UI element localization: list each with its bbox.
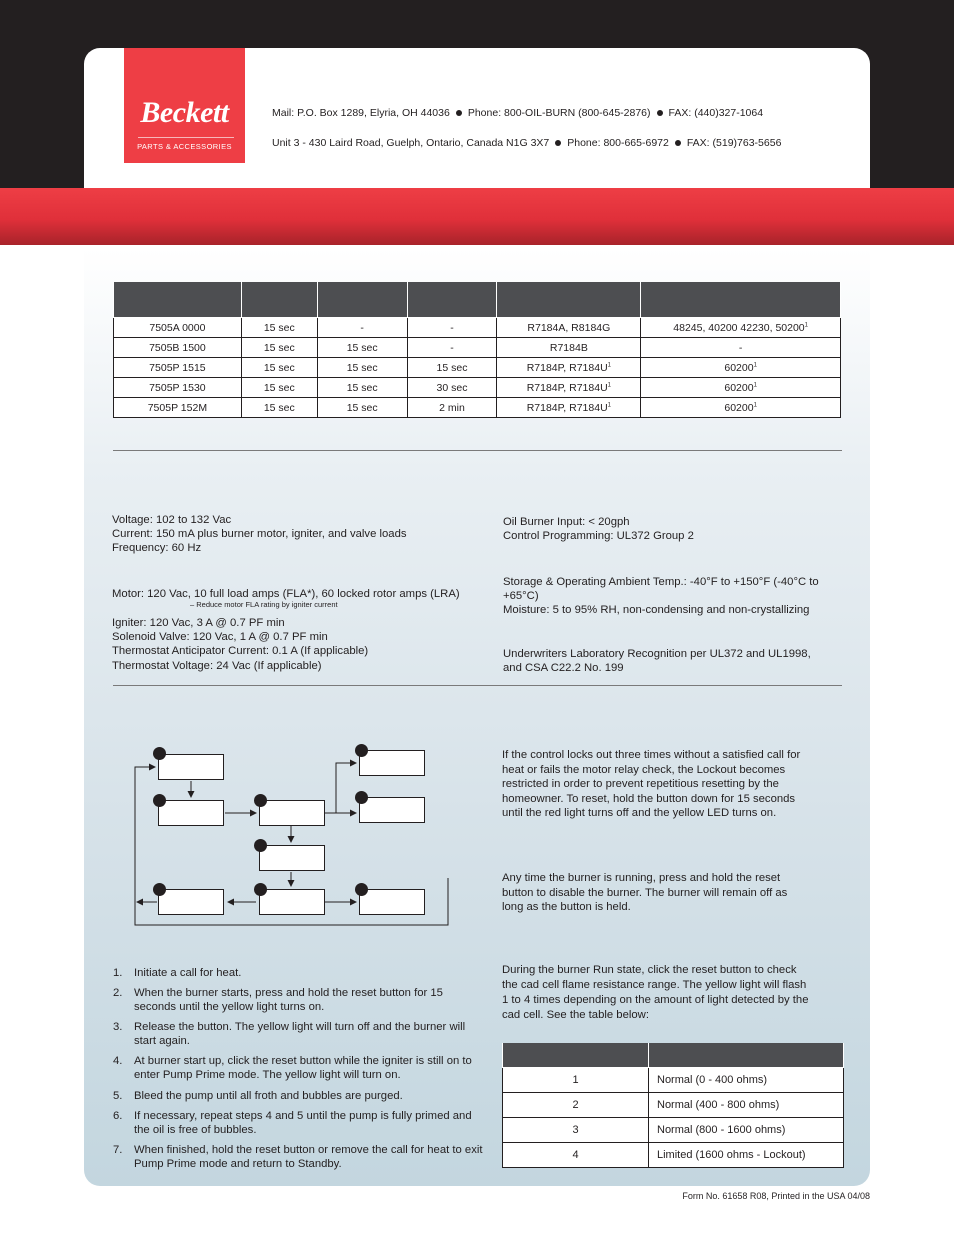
table-cell: 15 sec bbox=[241, 358, 317, 378]
paragraph-line: long as the button is held. bbox=[502, 901, 631, 914]
state-indicator-dot bbox=[153, 747, 166, 760]
table-cell: 7505P 152M bbox=[114, 398, 242, 418]
footnote-marker: 1 bbox=[753, 362, 757, 368]
pump-prime-steps bbox=[113, 967, 483, 1178]
table-cell: 15 sec bbox=[241, 318, 317, 338]
cell-text: 60200 bbox=[724, 361, 754, 374]
step-number: 7. bbox=[113, 1143, 123, 1156]
canada-fax: FAX: (519)763-5656 bbox=[686, 137, 782, 149]
state-indicator-dot bbox=[355, 883, 368, 896]
step-text: If necessary, repeat steps 4 and 5 until the pump is fully primed and the oil is free of bubbles. bbox=[134, 1109, 472, 1136]
state-box-run bbox=[259, 889, 325, 915]
paragraph-line: heat or fails the motor relay check, the Lockout becomes bbox=[502, 763, 786, 776]
resistance-range-cell: Normal (0 - 400 ohms) bbox=[649, 1068, 844, 1093]
table-cell: - bbox=[407, 318, 497, 338]
spec-line: Storage & Operating Ambient Temp.: -40°F to +150°F (-40°C to bbox=[503, 576, 819, 588]
resistance-range-cell: Normal (400 - 800 ohms) bbox=[649, 1093, 844, 1118]
footnote-marker: 1 bbox=[607, 402, 611, 408]
cad-cell-table-header bbox=[503, 1043, 844, 1068]
table-cell: 2 min bbox=[407, 398, 497, 418]
flow-arrow bbox=[325, 763, 356, 813]
table-cell: R7184B bbox=[497, 338, 641, 358]
state-box-valve-off-delay bbox=[158, 889, 224, 915]
spec-line: +65°C) bbox=[503, 590, 539, 603]
table-cell: 7505B 1500 bbox=[114, 338, 242, 358]
flash-count-cell: 2 bbox=[503, 1093, 649, 1118]
form-number-footer: Form No. 61658 R08, Printed in the USA 04/08 bbox=[682, 1191, 870, 1201]
table-row bbox=[503, 1068, 844, 1093]
table-cell: 15 sec bbox=[241, 398, 317, 418]
footnote-marker: 1 bbox=[607, 382, 611, 388]
table-cell: - bbox=[407, 338, 497, 358]
footnote-marker: 1 bbox=[804, 322, 808, 328]
step-text: Initiate a call for heat. bbox=[134, 967, 242, 979]
resistance-range-cell: Normal (800 - 1600 ohms) bbox=[649, 1118, 844, 1143]
table-cell: - bbox=[317, 318, 407, 338]
us-phone: Phone: 800-OIL-BURN (800-645-2876) bbox=[467, 107, 651, 119]
spec-line: Current: 150 mA plus burner motor, igniter, and valve loads bbox=[112, 528, 407, 541]
list-item bbox=[113, 1090, 483, 1104]
table-cell: 15 sec bbox=[407, 358, 497, 378]
spec-line: Frequency: 60 Hz bbox=[112, 542, 202, 555]
step-text: Release the button. The yellow light will turn off and the burner will start again. bbox=[134, 1021, 466, 1048]
motor-note: – Reduce motor FLA rating by igniter current bbox=[190, 600, 338, 609]
state-box-recycle bbox=[359, 797, 425, 823]
spec-line: Control Programming: UL372 Group 2 bbox=[503, 530, 694, 543]
paragraph-line: restricted in order to prevent repetitious resetting by the bbox=[502, 778, 779, 791]
cell-text: R7184P, R7184U bbox=[526, 401, 608, 414]
table-cell: 7505P 1530 bbox=[114, 378, 242, 398]
paragraph-line: cad cell. See the table below: bbox=[502, 1009, 649, 1021]
step-number: 1. bbox=[113, 967, 123, 979]
paragraph-line: the cad cell flame resistance range. The yellow light will flash bbox=[502, 979, 807, 991]
step-text: When the burner starts, press and hold the reset button for 15 seconds until the yellow light turns on. bbox=[134, 987, 443, 1014]
paragraph-line: until the red light turns off and the yellow LED turns on. bbox=[502, 807, 777, 820]
spec-line: Thermostat Voltage: 24 Vac (If applicable) bbox=[112, 659, 322, 672]
table-cell: 15 sec bbox=[317, 398, 407, 418]
state-indicator-dot bbox=[254, 839, 267, 852]
table-cell: 15 sec bbox=[317, 378, 407, 398]
us-fax: FAX: (440)327-1064 bbox=[668, 107, 764, 119]
table-cell: 30 sec bbox=[407, 378, 497, 398]
step-number: 2. bbox=[113, 987, 123, 1000]
spec-line: Oil Burner Input: < 20gph bbox=[503, 516, 630, 528]
table-cell: 15 sec bbox=[241, 338, 317, 358]
table-cell: 15 sec bbox=[317, 338, 407, 358]
state-indicator-dot bbox=[355, 791, 368, 804]
step-number: 6. bbox=[113, 1109, 123, 1122]
state-indicator-dot bbox=[254, 794, 267, 807]
state-indicator-dot bbox=[153, 794, 166, 807]
paragraph-line: button to disable the burner. The burner will remain off as bbox=[502, 886, 788, 899]
paragraph-line: 1 to 4 times depending on the amount of light detected by the bbox=[502, 994, 809, 1006]
spec-line: Voltage: 102 to 132 Vac bbox=[112, 514, 232, 526]
state-box-standby bbox=[158, 754, 224, 780]
list-item bbox=[113, 967, 483, 981]
us-mail-address: Mail: P.O. Box 1289, Elyria, OH 44036 bbox=[272, 107, 450, 119]
table-row bbox=[503, 1143, 844, 1168]
step-number: 5. bbox=[113, 1089, 123, 1102]
spec-line: Thermostat Anticipator Current: 0.1 A (If applicable) bbox=[112, 645, 369, 658]
paragraph-line: homeowner. To reset, hold the button down for 15 seconds bbox=[502, 792, 796, 805]
paragraph-line: If the control locks out three times without a satisfied call for bbox=[502, 749, 801, 761]
resistance-range-cell: Limited (1600 ohms - Lockout) bbox=[649, 1143, 844, 1168]
state-box-motor-off-delay bbox=[359, 889, 425, 915]
logo-tagline: PARTS & ACCESSORIES bbox=[137, 142, 232, 151]
cell-text: 60200 bbox=[724, 401, 754, 414]
table-cell: 7505A 0000 bbox=[114, 318, 242, 338]
cell-text: R7184P, R7184U bbox=[526, 361, 608, 374]
state-box-prepurge bbox=[158, 800, 224, 826]
spec-line: Underwriters Laboratory Recognition per UL372 and UL1998, bbox=[503, 648, 811, 660]
table-header-cell bbox=[649, 1043, 844, 1068]
state-box-lockout bbox=[359, 750, 425, 776]
logo-brand: Beckett bbox=[140, 96, 229, 129]
state-box-ignition-carryover bbox=[259, 845, 325, 871]
cad-cell-paragraph bbox=[502, 963, 808, 1023]
table-cell: - bbox=[641, 338, 841, 358]
state-indicator-dot bbox=[254, 883, 267, 896]
footnote-marker: 1 bbox=[753, 402, 757, 408]
table-row bbox=[503, 1118, 844, 1143]
list-item bbox=[113, 1055, 483, 1083]
spec-line: Igniter: 120 Vac, 3 A @ 0.7 PF min bbox=[112, 617, 285, 629]
canada-mail-address: Unit 3 - 430 Laird Road, Guelph, Ontario, Canada N1G 3X7 bbox=[272, 137, 550, 149]
paragraph-line: Any time the burner is running, press and hold the reset bbox=[502, 872, 781, 884]
spec-line: Moisture: 5 to 95% RH, non-condensing and non-crystallizing bbox=[503, 604, 810, 617]
flash-count-cell: 3 bbox=[503, 1118, 649, 1143]
step-text: Bleed the pump until all froth and bubbles are purged. bbox=[134, 1089, 403, 1102]
table-cell: 15 sec bbox=[241, 378, 317, 398]
paragraph-line: During the burner Run state, click the reset button to check bbox=[502, 964, 797, 976]
step-number: 3. bbox=[113, 1021, 123, 1034]
motor-spec: Motor: 120 Vac, 10 full load amps (FLA*), 60 locked rotor amps (LRA) bbox=[112, 588, 460, 600]
step-number: 4. bbox=[113, 1055, 123, 1068]
state-box-trial-for-ignition bbox=[259, 800, 325, 826]
flash-count-cell: 1 bbox=[503, 1068, 649, 1093]
footnote-marker: 1 bbox=[753, 382, 757, 388]
state-indicator-dot bbox=[355, 744, 368, 757]
cell-text: R7184P, R7184U bbox=[526, 381, 608, 394]
table-cell: R7184A, R8184G bbox=[497, 318, 641, 338]
spec-line: and CSA C22.2 No. 199 bbox=[503, 662, 624, 675]
cell-text: 60200 bbox=[724, 381, 754, 394]
cell-text: 48245, 40200 42230, 50200 bbox=[673, 321, 805, 334]
cad-cell-table bbox=[502, 1043, 844, 1168]
step-text: At burner start up, click the reset button while the igniter is still on to enter Pump Prime mode. The yellow light will turn on. bbox=[134, 1055, 472, 1082]
canada-phone: Phone: 800-665-6972 bbox=[567, 137, 669, 149]
table-cell: 15 sec bbox=[317, 358, 407, 378]
flash-count-cell: 4 bbox=[503, 1143, 649, 1168]
spec-line: Solenoid Valve: 120 Vac, 1 A @ 0.7 PF min bbox=[112, 631, 328, 644]
list-item bbox=[113, 1144, 483, 1172]
list-item bbox=[113, 987, 483, 1015]
list-item bbox=[113, 1110, 483, 1138]
list-item bbox=[113, 1021, 483, 1049]
lockout-paragraph bbox=[502, 748, 800, 821]
table-row bbox=[503, 1093, 844, 1118]
step-text: When finished, hold the reset button or remove the call for heat to exit Pump Prime mode and return to Standby. bbox=[134, 1143, 483, 1170]
footnote-marker: 1 bbox=[607, 362, 611, 368]
state-indicator-dot bbox=[153, 883, 166, 896]
disable-paragraph bbox=[502, 871, 787, 915]
table-cell: 7505P 1515 bbox=[114, 358, 242, 378]
table-header-cell bbox=[503, 1043, 649, 1068]
